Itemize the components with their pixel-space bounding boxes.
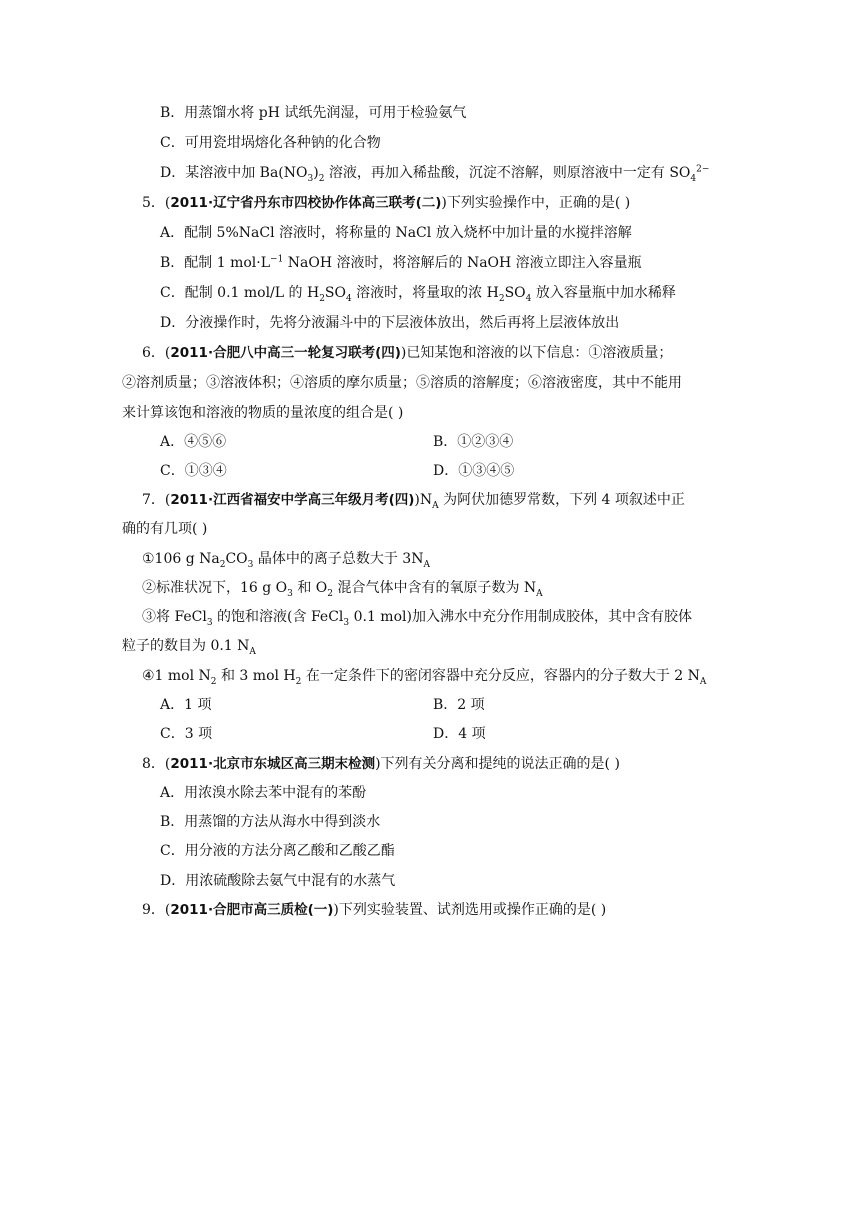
question-8-source: 2011·北京市东城区高三期末检测: [170, 756, 376, 772]
prev-option-b: B．用蒸馏水将 pH 试纸先润湿，可用于检验氨气: [160, 105, 467, 121]
question-7-statement-2: ②标准状况下，16 g $O_3$ 和 $O_2$ 混合气体中含有的氧原子数为 $N_A$: [142, 580, 543, 599]
question-7-statement-3-line2: 粒子的数目为 0.1 $N_A$: [122, 638, 256, 657]
question-6-stem: 6．(2011·合肥八中高三一轮复习联考(四))已知某饱和溶液的以下信息：①溶液质量；: [142, 345, 673, 361]
question-7-option-b: B．2 项: [433, 697, 485, 713]
question-6-source: 2011·合肥八中高三一轮复习联考(四): [170, 345, 401, 361]
question-7-option-a: A．1 项: [160, 697, 212, 713]
question-7-statement-3: ③将 FeCl$_3$ 的饱和溶液(含 FeCl$_3$ 0.1 mol)加入沸水中充分作用制成胶体，其中含有胶体: [142, 609, 692, 628]
question-9-source: 2011·合肥市高三质检(一): [170, 902, 334, 918]
question-5-option-a: A．配制 5%NaCl 溶液时，将称量的 NaCl 放入烧杯中加计量的水搅拌溶解: [160, 225, 632, 241]
prev-option-d: D．某溶液中加 $Ba(NO_3)_2$ 溶液，再加入稀盐酸，沉淀不溶解，则原溶液中一定有 $SO_4^{2-}$: [160, 164, 710, 184]
question-8-option-d: D．用浓硫酸除去氨气中混有的水蒸气: [160, 873, 396, 889]
question-8-option-b: B．用蒸馏的方法从海水中得到淡水: [160, 814, 381, 830]
question-9-stem: 9．(2011·合肥市高三质检(一))下列实验装置、试剂选用或操作正确的是( ): [142, 902, 607, 918]
question-6-option-a: A．④⑤⑥: [160, 434, 227, 450]
question-7-stem-line2: 确的有几项( ): [122, 521, 208, 537]
question-5-source: 2011·辽宁省丹东市四校协作体高三联考(二): [170, 195, 442, 211]
question-8-option-a: A．用浓溴水除去苯中混有的苯酚: [160, 785, 367, 801]
question-7-statement-1: ①106 g $Na_2CO_3$ 晶体中的离子总数大于 $3N_A$: [142, 551, 430, 570]
question-8-option-c: C．用分液的方法分离乙酸和乙酸乙酯: [160, 843, 395, 859]
question-5-option-b: B．配制 1 $mol\cdot L^{-1}$ NaOH 溶液时，将溶解后的 NaOH 溶液立即注入容量瓶: [160, 254, 642, 271]
question-5-option-d: D．分液操作时，先将分液漏斗中的下层液体放出，然后再将上层液体放出: [160, 315, 620, 331]
question-5-stem: 5．(2011·辽宁省丹东市四校协作体高三联考(二))下列实验操作中，正确的是( ): [142, 195, 631, 211]
question-7-source: 2011·江西省福安中学高三年级月考(四): [170, 492, 415, 508]
question-6-stem-line3: 来计算该饱和溶液的物质的量浓度的组合是( ): [122, 405, 404, 421]
question-7-statement-4: ④1 mol $N_2$ 和 3 mol $H_2$ 在一定条件下的密闭容器中充分反应，容器内的分子数大于 2 $N_A$: [142, 668, 707, 687]
question-8-stem: 8．(2011·北京市东城区高三期末检测)下列有关分离和提纯的说法正确的是( ): [142, 756, 620, 772]
question-6-option-b: B．①②③④: [433, 434, 514, 450]
question-6-option-d: D．①③④⑤: [433, 463, 515, 479]
question-7-stem: 7．(2011·江西省福安中学高三年级月考(四))$N_A$ 为阿伏加德罗常数，下列 4 项叙述中正: [142, 492, 685, 511]
prev-option-c: C．可用瓷坩埚熔化各种钠的化合物: [160, 135, 381, 151]
question-7-option-c: C．3 项: [160, 726, 213, 742]
question-5-option-c: C．配制 0.1 mol/L 的 $H_2SO_4$ 溶液时，将量取的浓 $H_2SO_4$ 放入容量瓶中加水稀释: [160, 285, 676, 304]
question-7-option-d: D．4 项: [433, 726, 486, 742]
question-6-option-c: C．①③④: [160, 463, 227, 479]
question-6-stem-line2: ②溶剂质量；③溶液体积；④溶质的摩尔质量；⑤溶质的溶解度；⑥溶液密度，其中不能用: [122, 375, 682, 391]
